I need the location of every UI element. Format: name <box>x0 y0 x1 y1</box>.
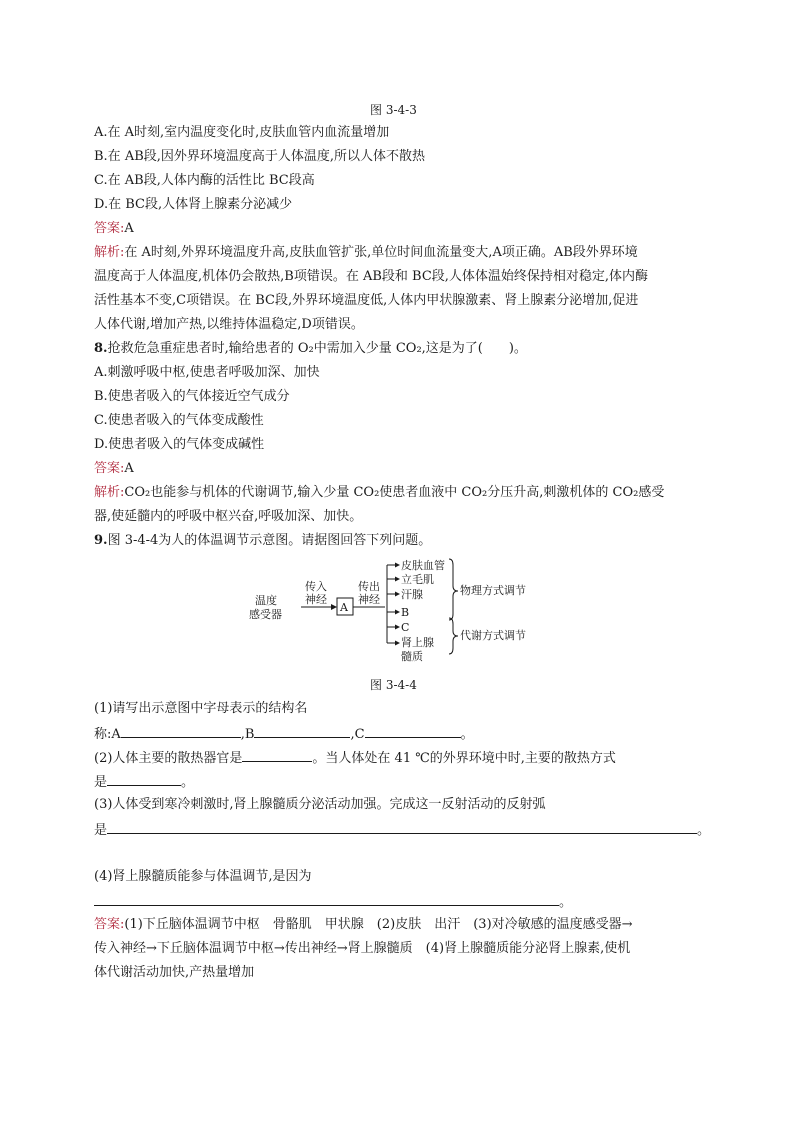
answer-text: (1)下丘脑体温调节中枢 骨骼肌 甲状腺 (2)皮肤 出汗 (3)对冷敏感的温度感受器→ <box>124 917 633 932</box>
q7-option-c: C.在 AB段,人体内酶的活性比 BC段高 <box>94 173 315 188</box>
afferent-arrowhead <box>331 604 337 610</box>
q8-option-d: D.使患者吸入的气体变成碱性 <box>94 437 265 452</box>
blank-a-field[interactable] <box>121 724 241 738</box>
analysis-label: 解析: <box>94 485 125 500</box>
efferent-label-2: 神经 <box>358 593 380 606</box>
metabolic-brace <box>449 618 458 654</box>
answer-label: 答案: <box>94 917 125 932</box>
blank-b-field[interactable] <box>254 724 350 738</box>
q7-answer <box>94 220 134 238</box>
q9-stem-text: 图 3-4-4为人的体温调节示意图。请据图回答下列问题。 <box>107 533 432 548</box>
q7-analysis-line-4: 人体代谢,增加产热,以维持体温稳定,D项错误。 <box>94 317 364 332</box>
q7-option-a: A.在 A时刻,室内温度变化时,皮肤血管内血流量增加 <box>94 125 390 140</box>
effector-adrenal-2: 髓质 <box>401 650 423 663</box>
effector-sweat-gland: 汗腺 <box>401 588 423 601</box>
q9-sub4-line-1: (4)肾上腺髓质能参与体温调节,是因为 <box>94 869 312 884</box>
q8-number: 8. <box>94 341 108 356</box>
q9-sub3-line-1: (3)人体受到寒冷刺激时,肾上腺髓质分泌活动加强。完成这一反射活动的反射弧 <box>94 797 546 812</box>
center-box-label: A <box>340 601 348 614</box>
afferent-label-2: 神经 <box>305 593 327 606</box>
receptor-label-2: 感受器 <box>249 608 282 621</box>
q9-answer-line-1 <box>94 916 633 934</box>
answer-label: 答案: <box>94 461 125 476</box>
effector-arrowhead-4 <box>395 610 400 615</box>
physical-group-label: 物理方式调节 <box>460 584 526 597</box>
q9-number: 9. <box>94 533 108 548</box>
q9-answer-line-2: 传入神经→下丘脑体温调节中枢→传出神经→肾上腺髓质 (4)肾上腺髓质能分泌肾上腺素,使机 <box>94 941 631 956</box>
effector-adrenal-1: 肾上腺 <box>401 636 434 649</box>
q9-sub1-line-1: (1)请写出示意图中字母表示的结构名 <box>94 701 308 716</box>
q8-stem <box>94 340 527 358</box>
effector-arrowhead-3 <box>395 592 400 597</box>
effector-skin-vessel: 皮肤血管 <box>401 559 445 572</box>
blank-heat-organ-field[interactable] <box>242 748 312 762</box>
q7-analysis-line-1 <box>94 244 638 262</box>
analysis-label: 解析: <box>94 245 125 260</box>
efferent-label-1: 传出 <box>358 580 380 593</box>
physical-brace <box>449 559 458 620</box>
answer-label: 答案: <box>94 221 125 236</box>
q8-stem-text: 抢救危急重症患者时,输给患者的 O₂中需加入少量 CO₂,这是为了( )。 <box>107 341 527 356</box>
effector-arrector-pili: 立毛肌 <box>401 573 434 586</box>
effector-arrowhead-6 <box>395 641 400 646</box>
answer-value: A <box>124 221 134 236</box>
q7-analysis-line-2: 温度高于人体温度,机体仍会散热,B项错误。在 AB段和 BC段,人体体温始终保持相对稳定,体内酶 <box>94 269 649 284</box>
sub1-c-label: ,C <box>350 727 365 742</box>
sub1-b-label: ,B <box>240 727 255 742</box>
blank-reflex-arc-field[interactable] <box>107 820 697 834</box>
q9-sub1-line-2 <box>94 724 474 744</box>
thermoregulation-diagram <box>249 556 545 668</box>
analysis-text: CO₂也能参与机体的代谢调节,输入少量 CO₂使患者血液中 CO₂分压升高,刺激机体的 CO₂感受 <box>124 485 665 500</box>
blank-heat-method-field[interactable] <box>107 772 181 786</box>
afferent-label-1: 传入 <box>305 580 327 593</box>
q8-analysis-line-1 <box>94 484 664 502</box>
effector-arrowhead-5 <box>395 625 400 630</box>
q7-option-d: D.在 BC段,人体肾上腺素分泌减少 <box>94 197 293 212</box>
q8-option-c: C.使患者吸入的气体变成酸性 <box>94 413 264 428</box>
sub2-end-mark: 。 <box>181 775 195 790</box>
figure-caption-3-4-3: 图 3-4-3 <box>370 103 417 117</box>
q9-answer-line-3: 体代谢活动加快,产热量增加 <box>94 965 255 980</box>
analysis-text: 在 A时刻,外界环境温度升高,皮肤血管扩张,单位时间血流量变大,A项正确。AB段外界环境 <box>124 245 638 260</box>
effector-c: C <box>401 621 410 634</box>
q7-option-b: B.在 AB段,因外界环境温度高于人体温度,所以人体不散热 <box>94 149 426 164</box>
effector-arrowhead-1 <box>395 563 400 568</box>
sub3-end-mark: 。 <box>697 823 711 838</box>
metabolic-group-label: 代谢方式调节 <box>460 629 526 642</box>
q9-sub2-line-2 <box>94 772 194 792</box>
q8-option-b: B.使患者吸入的气体接近空气成分 <box>94 389 290 404</box>
q9-stem <box>94 532 431 550</box>
sub2-text-b: 。当人体处在 41 ℃的外界环境中时,主要的散热方式 <box>312 751 616 766</box>
sub4-end-mark: 。 <box>559 895 573 910</box>
effector-b: B <box>401 606 410 619</box>
blank-c-field[interactable] <box>365 724 461 738</box>
answer-value: A <box>124 461 134 476</box>
q8-analysis-line-2: 器,使延髓内的呼吸中枢兴奋,呼吸加深、加快。 <box>94 509 363 524</box>
q7-analysis-line-3: 活性基本不变,C项错误。在 BC段,外界环境温度低,人体内甲状腺激素、肾上腺素分泌增加,促进 <box>94 293 639 308</box>
receptor-label-1: 温度 <box>255 594 277 607</box>
q8-answer <box>94 460 134 478</box>
sub1-end-mark: 。 <box>460 727 474 742</box>
q8-option-a: A.刺激呼吸中枢,使患者呼吸加深、加快 <box>94 365 320 380</box>
sub3-prefix: 是 <box>94 823 108 838</box>
sub1-prefix: 称:A <box>94 727 121 742</box>
effector-arrowhead-2 <box>395 577 400 582</box>
q9-sub3-line-2 <box>94 820 710 840</box>
figure-caption-3-4-4: 图 3-4-4 <box>370 678 417 692</box>
q9-sub4-line-2 <box>94 892 572 912</box>
blank-adrenal-reason-field[interactable] <box>94 892 559 906</box>
sub2-text-a: (2)人体主要的散热器官是 <box>94 751 243 766</box>
q9-sub2-line-1 <box>94 748 616 768</box>
sub2-prefix: 是 <box>94 775 108 790</box>
